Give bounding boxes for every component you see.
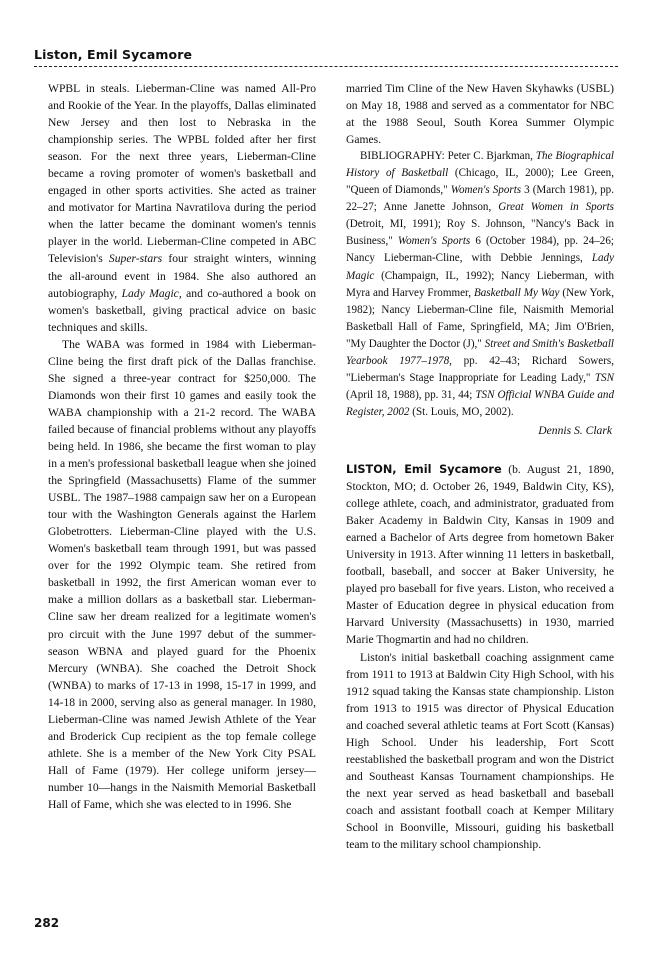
paragraph-lieberman-career-2: The WABA was formed in 1984 with Lieberman-Cline being the first draft pick of the Dallas franchise. She signed a three-year contract for $250,000. The Diamonds won their first 10 games and easily took the WABA championship with a 21-2 record. The WABA failed because of financial problems without any playoffs being held. In 1986, she became the first woman to play in a men's professional basketball league when she joined the Springfield (Massachusetts) Flame of the summer USBL. The 1987–1988 campaign saw her on a European tour with the Washington Generals against the Harlem Globetrotters. Lieberman-Cline played with the U.S. Women's basketball team through 1991, but was passed over for the 1992 Olympic team. She retired from basketball in 1992, the first American woman ever to make a million dollars as a basketball star. Lieberman-Cline saw her dream realized for a legitimate women's pro circuit with the June 1997 debut of the summer-season WBNA and played guard for the Phoenix Mercury (WNBA). She coached the Detroit Shock (WNBA) to marks of 17-13 in 1998, 15-17 in 1999, and 14-18 in 2000, serving also as general manager. In 1980, Lieberman-Cline was named Jewish Athlete of the Year and Broderick Cup recipient as the top female college athlete. She is a member of the New York City PSAL Hall of Fame (1979). Her college uniform jersey—number 10—hangs in the Naismith Memorial Basketball Hall of Fame, which she was elected to in 1996. She bbox=[48, 337, 316, 811]
paragraph-lieberman-marriage: married Tim Cline of the New Haven Skyhawks (USBL) on May 18, 1988 and served as a commentator for NBC at the 1988 Seoul, South Korea Summer Olympic Games. bbox=[346, 82, 614, 147]
entry-headword: LISTON, Emil Sycamore bbox=[346, 462, 502, 476]
entry-liston-intro: LISTON, Emil Sycamore (b. August 21, 1890, Stockton, MO; d. October 26, 1949, Baldwin City, KS), college athlete, coach, and administrator, graduated from Baker Academy in Baldwin City, Kansas in 1909 and earned a Bachelor of Arts degree from hometown Baker University in 1913. After winning 11 letters in basketball, football, baseball, and soccer at Baker University, he played pro baseball for five years. Liston, who received a Master of Education degree in physical education from Harvard University (Massachusetts) in 1930, married Marie Thogmartin and had no children. bbox=[346, 462, 614, 647]
author-byline: Dennis S. Clark bbox=[538, 423, 612, 437]
running-head: Liston, Emil Sycamore bbox=[34, 47, 193, 62]
right-column bbox=[346, 80, 614, 853]
paragraph-lieberman-career-1: WPBL in steals. Lieberman-Cline was named All-Pro and Rookie of the Year. In the playoffs, Dallas eliminated New Jersey and then lost to Nebraska in the championship series. The WPBL folded after her first season. For the next three years, Lieberman-Cline became a roving promoter of women's basketball and engaged in other sports activities. She acted as trainer and motivator for Martina Navratilova during the period when the latter became the dominant women's tennis player in the world. Lieberman-Cline competed in ABC Television's Super-stars four straight winters, winning the all-around event in 1984. She also authored an autobiography, Lady Magic, and co-authored a book on women's basketball, giving practical advice on basic techniques and skills. bbox=[48, 82, 316, 334]
paragraph-liston-coaching: Liston's initial basketball coaching assignment came from 1911 to 1913 at Baldwin City High School, with his 1912 squad taking the Kansas state championship. Liston from 1913 to 1915 was director of Physical Education and coached several athletic teams at Fort Scott (Kansas) High School. Under his leadership, Fort Scott reestablished the basketball program and won the District and Southeast Kansas Tournament championships. He the next year served as head basketball and baseball coach and assistant football coach at Kemper Military School in Boonville, Missouri, guiding his basketball team to the military school championship. bbox=[346, 650, 614, 852]
page-number: 282 bbox=[34, 916, 60, 930]
left-column bbox=[48, 80, 316, 813]
header-rule bbox=[34, 66, 618, 67]
bibliography: BIBLIOGRAPHY: Peter C. Bjarkman, The Biographical History of Basketball (Chicago, IL, 2000); Lee Green, "Queen of Diamonds," Women's Sports 3 (March 1981), pp. 22–27; Anne Janette Johnson, Great Women in Sports (Detroit, MI, 1991); Roy S. Johnson, "Nancy's Back in Business," Women's Sports 6 (October 1984), pp. 24–26; Nancy Lieberman-Cline, with Debbie Jennings, Lady Magic (Champaign, IL, 1992); Nancy Lieberman, with Myra and Harvey Frommer, Basketball My Way (New York, 1982); Nancy Lieberman-Cline file, Naismith Memorial Basketball Hall of Fame, Springfield, MA; Jim O'Brien, "My Daughter the Doctor (J)," Street and Smith's Basketball Yearbook 1977–1978, pp. 42–43; Richard Sowers, "Lieberman's Stage Inappropriate for Leading Lady," TSN (April 18, 1988), pp. 31, 44; TSN Official WNBA Guide and Register, 2002 (St. Louis, MO, 2002). bbox=[346, 150, 614, 418]
